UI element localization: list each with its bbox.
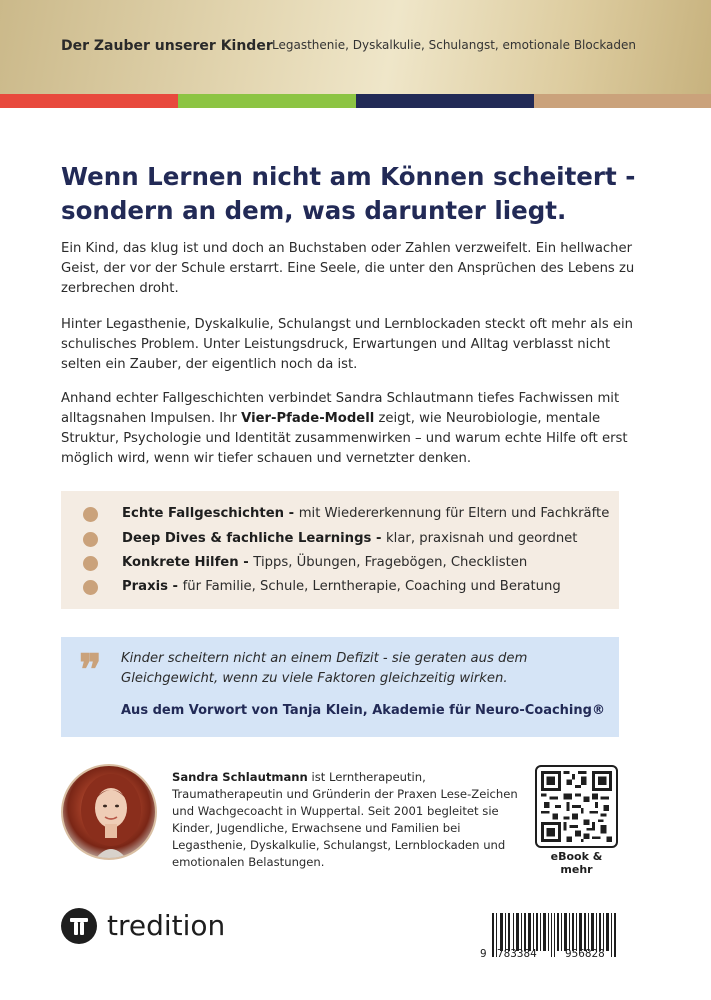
feature-item xyxy=(61,575,619,599)
feature-item xyxy=(61,527,619,551)
bullet-dot-icon xyxy=(83,556,98,571)
author-name: Sandra Schlautmann xyxy=(172,770,308,784)
headline-line-2: sondern an dem, was darunter liegt. xyxy=(61,196,567,225)
author-bio xyxy=(172,769,518,871)
author-bio-text: ist Lerntherapeutin, Traumatherapeutin und Gründerin der Praxen Lese-Zeichen und Wachgecoacht in Wuppertal. Seit 2001 begleitet sie Kinder, Jugendliche, Erwachsene und Familien bei Legasthenie, Dyskalkulie, Schulangst, Lernblockaden und emotionalen Belastungen. xyxy=(172,770,518,869)
color-bar-red xyxy=(0,94,178,108)
quote-source: Aus dem Vorwort von Tanja Klein, Akademie für Neuro-Coaching® xyxy=(121,703,605,718)
feature-item xyxy=(61,502,619,526)
feature-text: für Familie, Schule, Lerntherapie, Coaching und Beratung xyxy=(182,579,561,594)
feature-item xyxy=(61,551,619,575)
intro-paragraph: Ein Kind, das klug ist und doch an Buchstaben oder Zahlen verzweifelt. Ein hellwacher Geist, der vor der Schule erstarrt. Eine Seele, die unter den Ansprüchen des Lebens zu zerbrechen droht. xyxy=(61,241,635,296)
headline-line-1: Wenn Lernen nicht am Können scheitert - xyxy=(61,162,636,191)
headline xyxy=(61,160,661,228)
feature-title: Echte Fallgeschichten - xyxy=(122,506,299,521)
quote-box xyxy=(61,637,619,737)
bullet-dot-icon xyxy=(83,580,98,595)
bullet-dot-icon xyxy=(83,507,98,522)
publisher-logo-icon xyxy=(61,908,97,944)
model-name: Vier-Pfade-Modell xyxy=(241,411,375,426)
quote-text: Kinder scheitern nicht an einem Defizit - sie geraten aus dem Gleichgewicht, wenn zu viele Faktoren gleichzeitig wirken. xyxy=(121,651,528,686)
qr-label: eBook & mehr xyxy=(550,850,603,876)
feature-text: Tipps, Übungen, Fragebögen, Checklisten xyxy=(253,555,528,570)
author-portrait-icon xyxy=(63,766,157,860)
color-bar-tan xyxy=(534,94,711,108)
model-text-after: zeigt, wie Neurobiologie, mentale Struktur, Psychologie und Identität zusammenwirken – und warum echte Hilfe oft erst möglich wird, wenn wir tiefer schauen und vernetzter denken. xyxy=(61,411,628,466)
bullet-dot-icon xyxy=(83,532,98,547)
feature-text: klar, praxisnah und geordnet xyxy=(386,531,578,546)
quote-mark-icon: ❞ xyxy=(79,645,102,694)
book-subtitle: Legasthenie, Dyskalkulie, Schulangst, emotionale Blockaden xyxy=(272,38,637,52)
cover-header xyxy=(0,0,711,94)
book-title: Der Zauber unserer Kinder xyxy=(61,38,273,54)
feature-text: mit Wiedererkennung für Eltern und Fachkräfte xyxy=(298,506,610,521)
model-paragraph xyxy=(61,389,651,469)
color-bar-navy xyxy=(356,94,534,108)
qr-code[interactable] xyxy=(535,765,618,848)
publisher-name: tredition xyxy=(107,909,226,942)
feature-list xyxy=(61,491,619,609)
qr-code-icon xyxy=(541,771,612,842)
feature-title: Praxis - xyxy=(122,579,183,594)
isbn-digits-group-2: 956828 xyxy=(565,947,605,960)
model-text-before: Anhand echter Fallgeschichten verbindet Sandra Schlautmann tiefes Fachwissen mit alltagsnahen Impulsen. Ihr xyxy=(61,391,620,426)
feature-title: Deep Dives & fachliche Learnings - xyxy=(122,531,387,546)
feature-title: Konkrete Hilfen - xyxy=(122,555,254,570)
author-avatar xyxy=(61,764,157,860)
problem-paragraph: Hinter Legasthenie, Dyskalkulie, Schulangst und Lernblockaden steckt oft mehr als ein schulisches Problem. Unter Leistungsdruck, Erwartungen und Alltag verblasst nicht selten ein Zauber, der eigentlich noch da ist. xyxy=(61,317,634,372)
color-bar-green xyxy=(178,94,356,108)
isbn-digits-group-1: 783384 xyxy=(497,947,537,960)
isbn-digit-prefix: 9 xyxy=(480,947,487,960)
